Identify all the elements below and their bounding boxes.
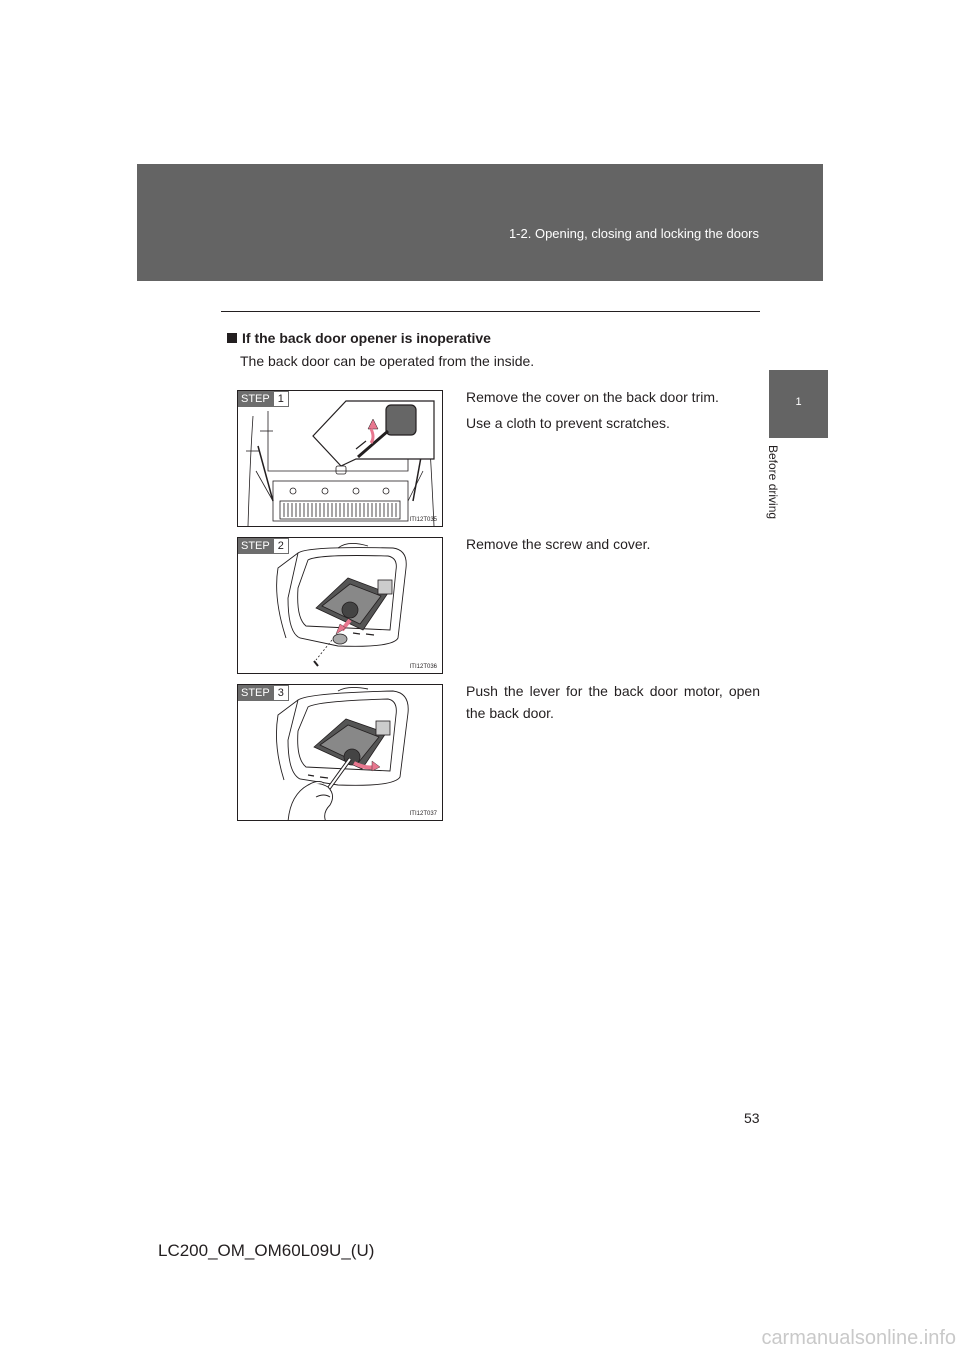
step-badge: [238, 538, 289, 554]
chapter-label: Before driving: [766, 445, 780, 520]
step-badge: [238, 685, 289, 701]
step-badge: [238, 391, 289, 407]
step-number: 3: [273, 685, 289, 701]
header-title: 1-2. Opening, closing and locking the doors: [508, 226, 759, 241]
step-label: STEP: [238, 685, 273, 701]
section-intro: The back door can be operated from the inside.: [240, 353, 535, 369]
cover-removal-illustration: [238, 538, 443, 674]
step-label: STEP: [238, 391, 273, 407]
step-3-figure: [237, 684, 443, 821]
step-1-text: [466, 386, 760, 438]
lever-push-illustration: [238, 685, 443, 821]
step-number: 1: [273, 391, 289, 407]
section-title-text: If the back door opener is inoperative: [242, 330, 491, 346]
step-1-figure: [237, 390, 443, 527]
chapter-number: 1: [795, 396, 802, 408]
watermark: carmanualsonline.info: [761, 1327, 956, 1349]
step-label: STEP: [238, 538, 273, 554]
step-1-note: Use a cloth to prevent scratches.: [466, 415, 670, 431]
step-1-instruction: Remove the cover on the back door trim.: [466, 389, 719, 405]
page-header: [137, 164, 823, 281]
document-id: LC200_OM_OM60L09U_(U): [158, 1241, 375, 1260]
step-2-text: [466, 533, 760, 559]
step-2-figure: [237, 537, 443, 674]
figure-code: ITI12T036: [409, 664, 437, 670]
back-door-trim-illustration: [238, 391, 443, 527]
step-number: 2: [273, 538, 289, 554]
section-heading: [227, 330, 491, 346]
square-bullet-icon: [227, 333, 237, 343]
chapter-tab: [769, 370, 828, 438]
step-2-instruction: Remove the screw and cover.: [466, 536, 651, 552]
section-divider: [221, 311, 760, 312]
figure-code: ITI12T035: [409, 517, 437, 523]
figure-code: ITI12T037: [409, 811, 437, 817]
chapter-label-container: [766, 445, 786, 565]
page-number: 53: [744, 1110, 760, 1126]
step-3-instruction: Push the lever for the back door motor, open the back door.: [466, 683, 760, 721]
step-3-text: [466, 680, 760, 728]
